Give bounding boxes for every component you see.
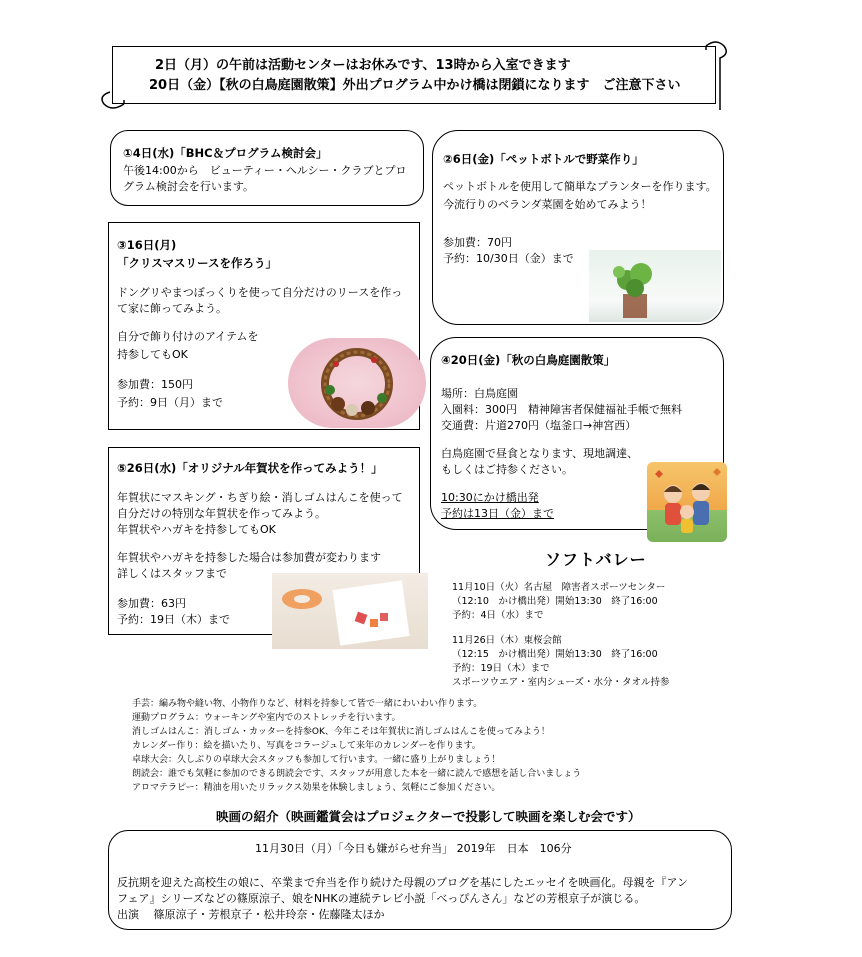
activity-calendar: カレンダー作り：絵を描いたり、写真をコラージュして来年のカレンダーを作ります。 [132, 741, 481, 751]
event-5-title: ⑤26日(水)「オリジナル年賀状を作ってみよう！」 [117, 461, 383, 475]
event-4-title: ④20日(金)「秋の白鳥庭園散策」 [441, 353, 616, 367]
event-2-reserve: 予約：10/30日（金）まで [443, 252, 574, 265]
plant-photo [589, 250, 721, 322]
event-2-title: ②6日(金)「ペットボトルで野菜作り」 [443, 152, 644, 166]
event-3-title-1: ③16日(月) [117, 238, 177, 252]
activity-stamp: 消しゴムはんこ：消しゴム・カッターを持参OK、今年こそは年賀状に消しゴムはんこを使ってみよう！ [132, 727, 550, 737]
event-3-body-1: ドングリやまつぼっくりを使って自分だけのリースを作っ [117, 286, 403, 299]
movie-title-line: 11月30日（月）「今日も嫌がらせ弁当」 2019年 日本 106分 [255, 842, 572, 855]
movie-heading: 映画の紹介（映画鑑賞会はプロジェクターで投影して映画を楽しむ会です） [216, 809, 641, 824]
event-5-fee: 参加費：63円 [117, 597, 186, 610]
event-2-fee: 参加費：70円 [443, 236, 512, 249]
event-2-body-2: 今流行りのベランダ菜園を始めてみよう！ [443, 198, 652, 211]
notice-line-1: 2日（月）の午前は活動センターはお休みです、13時から入室できます [155, 58, 571, 73]
event-4-lunch-1: 白鳥庭園で昼食となります、現地調達、 [441, 447, 639, 460]
event-1-title: ①4日(水)「BHC＆プログラム検討会」 [123, 146, 328, 160]
event-5-body-3: 年賀状やハガキを持参してもOK [117, 523, 276, 536]
event-2-body-1: ペットボトルを使用して簡単なプランターを作ります。 [443, 180, 717, 193]
new-year-card-photo [272, 573, 428, 649]
event-4-lunch-2: もしくはご持参ください。 [441, 463, 573, 476]
event-5-note-2: 詳しくはスタッフまで [117, 567, 227, 580]
activity-reading: 朗読会：誰でも気軽に参加のできる朗読会です、スタッフが用意した本を一緒に読んで感想を話し合いましょう [132, 769, 582, 779]
event-1-body-1: 午後14:00から ビューティー・ヘルシー・クラブとプロ [123, 164, 407, 177]
softball-s2-line-1: 11月26日（木）東桜会館 [452, 635, 562, 646]
wreath-photo [288, 338, 426, 428]
autumn-family-illustration [647, 462, 727, 542]
softball-s2-line-2: （12:15 かけ橋出発）開始13:30 終了16:00 [452, 649, 658, 660]
event-3-title-2: 「クリスマスリースを作ろう」 [117, 256, 277, 270]
event-3-bring-1: 自分で飾り付けのアイテムを [117, 330, 259, 343]
event-4-admission: 入園料：300円 精神障害者保健福祉手帳で無料 [441, 403, 682, 416]
softball-s1-line-2: （12:10 かけ橋出発）開始13:30 終了16:00 [452, 596, 658, 607]
activity-aroma: アロマテラピー：精油を用いたリラックス効果を体験しましょう、気軽にご参加ください。 [132, 783, 501, 793]
event-4-depart: 10:30にかけ橋出発 [441, 491, 539, 504]
movie-cast: 出演 篠原涼子・芳根京子・松井玲奈・佐藤隆太ほか [117, 908, 385, 921]
event-5-body-1: 年賀状にマスキング・ちぎり絵・消しゴムはんこを使って [117, 491, 403, 504]
movie-body-1: 反抗期を迎えた高校生の娘に、卒業まで弁当を作り続けた母親のブログを基にしたエッセイを映画化。母親を『アン [117, 876, 689, 889]
activity-crafts: 手芸：編み物や縫い物、小物作りなど、材料を持参して皆で一緒にわいわい作ります。 [132, 699, 483, 709]
activity-exercise: 運動プログラム：ウォーキングや室内でのストレッチを行います。 [132, 713, 401, 723]
event-3-body-2: て家に飾ってみよう。 [117, 302, 227, 315]
softball-s1-line-1: 11月10日（火）名古屋 障害者スポーツセンター [452, 582, 666, 593]
softball-s2-line-4: スポーツウエア・室内シューズ・水分・タオル持参 [452, 677, 670, 688]
event-5-reserve: 予約：19日（木）まで [117, 613, 230, 626]
event-4-transport: 交通費：片道270円（塩釜口→神宮西） [441, 419, 637, 432]
event-5-body-2: 自分だけの特別な年賀状を作ってみよう。 [117, 507, 326, 520]
event-4-reserve: 予約は13日（金）まで [441, 507, 554, 520]
softball-s1-line-3: 予約：4日（水）まで [452, 610, 544, 621]
movie-body-2: フェア』シリーズなどの篠原涼子、娘をNHKの連続テレビ小説「べっぴんさん」などの芳根京子が演じる。 [117, 892, 646, 905]
event-5-note-1: 年賀状やハガキを持参した場合は参加費が変わります [117, 551, 381, 564]
event-4-place: 場所：白鳥庭園 [441, 387, 518, 400]
event-1-box [110, 130, 424, 206]
movie-box [108, 830, 732, 930]
softball-s2-line-3: 予約：19日（木）まで [452, 663, 550, 674]
notice-line-2: 20日（金）【秋の白鳥庭園散策】外出プログラム中かけ橋は閉鎖になります ご注意下さい [149, 78, 681, 93]
activity-table-tennis: 卓球大会：久しぶりの卓球大会スタッフも参加して行います。一緒に盛り上がりましょう！ [132, 755, 501, 765]
scroll-curls-icon [100, 34, 730, 114]
event-3-bring-2: 持参してもOK [117, 348, 188, 361]
softball-title: ソフトバレー [545, 550, 647, 569]
event-3-fee: 参加費：150円 [117, 378, 193, 391]
event-1-body-2: グラム検討会を行います。 [123, 180, 255, 193]
event-3-reserve: 予約：9日（月）まで [117, 396, 223, 409]
